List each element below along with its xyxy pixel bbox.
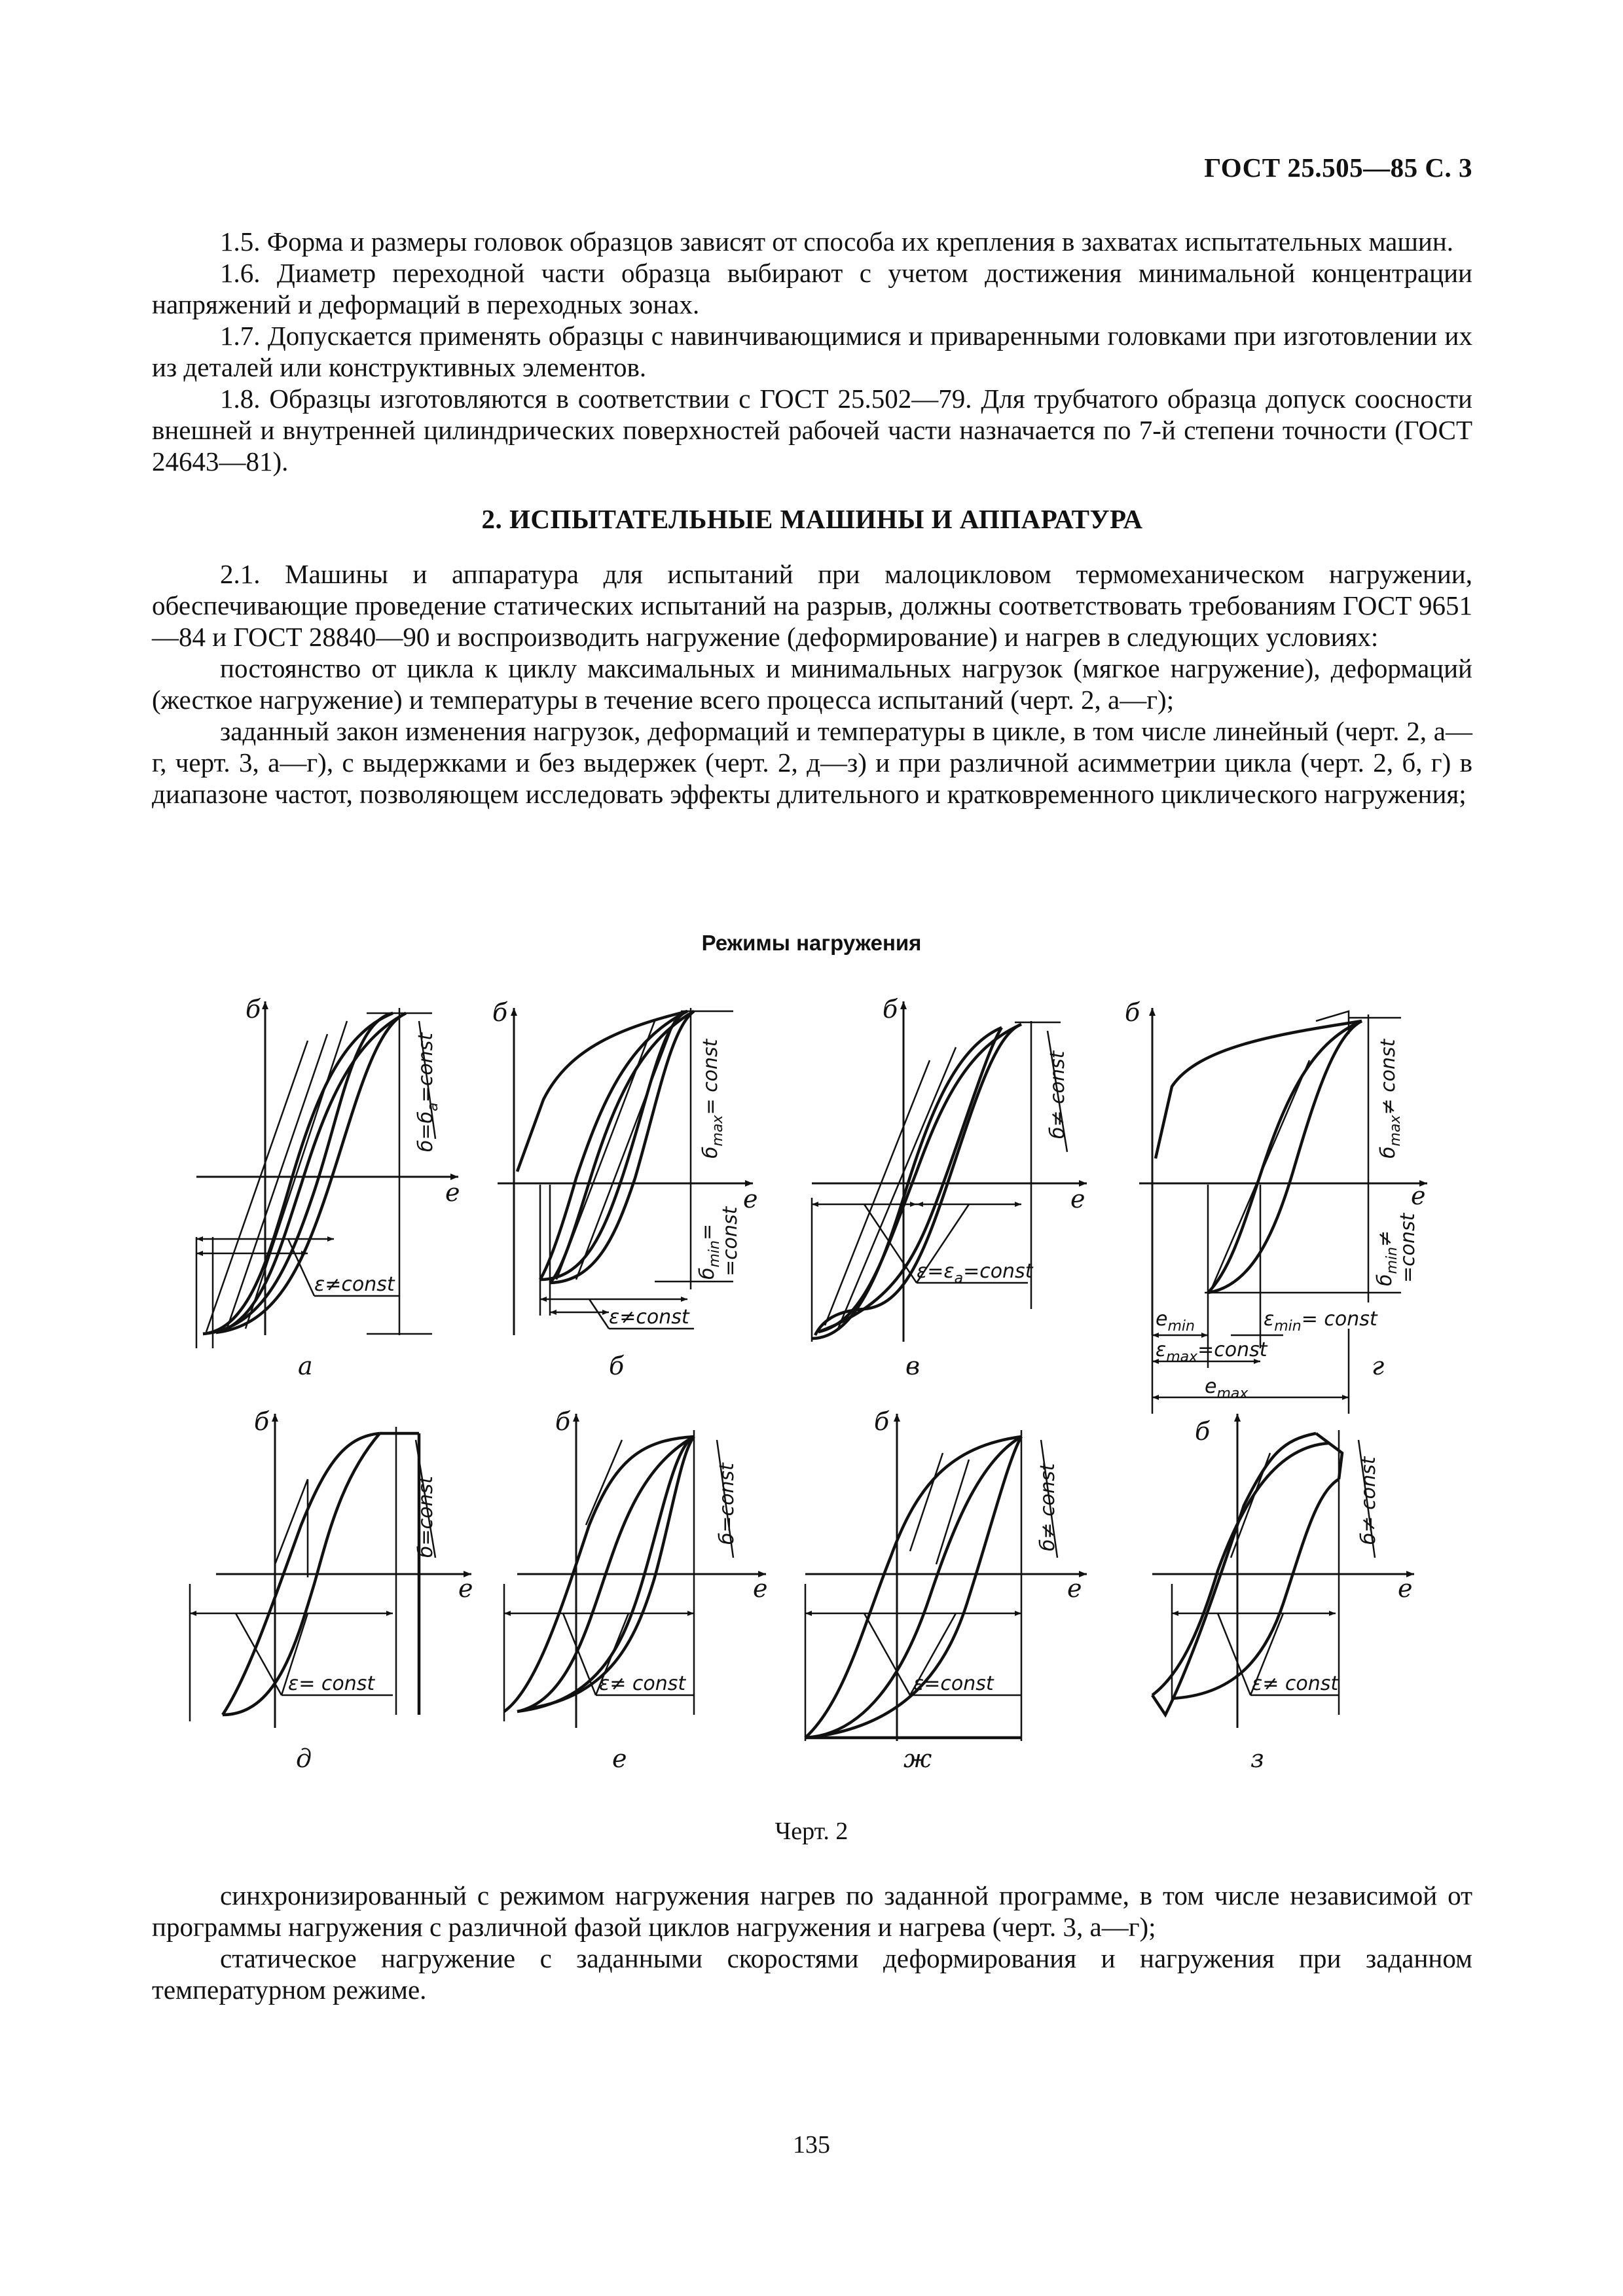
svg-text:бmax≠ const [1377, 1038, 1404, 1158]
sigma-axis-label: б [246, 995, 261, 1024]
stress-max-note-b: б [699, 1146, 722, 1158]
page-header: ГОСТ 25.505—85 С. 3 [1204, 152, 1472, 183]
diagram-zh [805, 1407, 1087, 1741]
e-max-const-label: ε [1156, 1338, 1167, 1361]
sigma-axis-label: б [883, 995, 898, 1024]
stress-note-a: б=б [414, 1111, 437, 1152]
page-number: 135 [793, 2131, 830, 2159]
panel-label-e: е [612, 1744, 627, 1773]
e-max-label-sub: max [1216, 1386, 1249, 1402]
paragraph-1-7: 1.7. Допускается применять образцы с навинчивающимися и приваренными головками при изготовлении их из деталей или конструктивных элементов. [152, 321, 1472, 382]
figure-caption: Черт. 2 [775, 1818, 848, 1845]
stress-max-note-g-tail: ≠ const [1377, 1039, 1400, 1115]
sigma-axis-label: б [1195, 1417, 1211, 1446]
stress-min-note-g: б [1374, 1274, 1396, 1286]
e-max-const-label-tail: =const [1197, 1338, 1267, 1361]
svg-text:ε=εa=const [917, 1260, 1034, 1287]
diagram-a [196, 995, 460, 1348]
sigma-axis-label: б [555, 1407, 571, 1436]
paragraph-constancy: постоянство от цикла к циклу максимальных и минимальных нагрузок (мягкое нагружение), деформаций (жесткое нагружение) и температуры в течение всего процесса испытаний (черт. 2, а—г); [152, 653, 1472, 715]
e-max-const-label-sub: max [1166, 1349, 1198, 1365]
panel-label-a: а [298, 1352, 313, 1380]
strain-note-e: ε≠ const [599, 1672, 686, 1695]
svg-text:бmax= const [699, 1038, 726, 1158]
stress-min-note-b-sub: min [706, 1240, 723, 1268]
stress-min-note-b-tail: =const [719, 1206, 742, 1276]
stress-note-e: б=const [716, 1463, 739, 1545]
strain-note-v: ε=ε [917, 1260, 955, 1283]
svg-text:б=ба=const [414, 1032, 441, 1152]
stress-note-a-sub: а [425, 1102, 441, 1111]
panel-label-d: д [296, 1744, 312, 1773]
panel-label-b: б [609, 1352, 625, 1380]
stress-min-note-g-ne: ≠ [1374, 1230, 1396, 1247]
paragraph-1-6: 1.6. Диаметр переходной части образца выбирают с учетом достижения минимальной концентрации напряжений и деформаций в переходных зонах. [152, 258, 1472, 319]
stress-note-a-tail: =const [414, 1032, 437, 1103]
e-axis-label: е [1411, 1181, 1426, 1210]
stress-min-note-b-eq: = [696, 1223, 719, 1240]
stress-min-note-g-sub: min [1384, 1246, 1400, 1274]
figure-title: Режимы нагружения [701, 931, 922, 955]
strain-note-a: ε≠const [314, 1273, 395, 1296]
sigma-axis-label: б [254, 1407, 270, 1436]
stress-min-note-b: б [696, 1267, 719, 1280]
e-min-const-label-sub: min [1274, 1318, 1302, 1335]
svg-text:εmax=const [1156, 1338, 1268, 1365]
strain-note-b: ε≠const [609, 1306, 689, 1329]
panel-label-g: г [1372, 1352, 1385, 1380]
paragraph-1-5: 1.5. Форма и размеры головок образцов зависят от способа их крепления в захватах испытательных машин. [220, 226, 1454, 257]
paragraph-law: заданный закон изменения нагрузок, деформаций и температуры в цикле, в том числе линейный (черт. 2, а—г, черт. 3, а—г), с выдержками и без выдержек (черт. 2, д—з) и при различной асимметрии цикла (черт. 2, б, г) в диапазоне частот, позволяющем исследовать эффекты длительного и кратковременного циклического нагружения; [152, 716, 1472, 809]
paragraph-1-8: 1.8. Образцы изготовляются в соответствии с ГОСТ 25.502—79. Для трубчатого образца допуск соосности внешней и внутренней цилиндрических поверхностей рабочей части назначается по 7-й степени точности (ГОСТ 24643—81). [152, 384, 1472, 476]
bottom-text [152, 1880, 1472, 2005]
diagram-d [190, 1407, 473, 1728]
svg-text:emin [1156, 1308, 1195, 1335]
e-axis-label: е [1070, 1185, 1085, 1213]
e-axis-label: е [1067, 1574, 1082, 1603]
stress-note-v: б≠ const [1046, 1050, 1069, 1139]
e-axis-label: е [743, 1185, 758, 1213]
e-axis-label: е [458, 1574, 473, 1603]
stress-min-note-g-tail: =const [1396, 1213, 1419, 1283]
e-min-const-label: ε [1264, 1308, 1275, 1331]
stress-note-d: б=const [414, 1476, 437, 1558]
paragraph-sync-heating: синхронизированный с режимом нагружения нагрев по заданной программе, в том числе независимой от программы нагружения с различной фазой циклов нагружения и нагрева (черт. 3, а—г); [152, 1880, 1472, 1942]
strain-note-v-sub: a [954, 1270, 964, 1287]
stress-max-note-b-sub: max [710, 1115, 726, 1147]
stress-max-note-b-tail: = const [699, 1039, 722, 1115]
paragraph-2-1: 2.1. Машины и аппаратура для испытаний при малоцикловом термомеханическом нагружении, обеспечивающие проведение статических испытаний на разрыв, должны соответствовать требованиям ГОСТ 9651—84 и ГОСТ 28840—90 и воспроизводить нагружение (деформирование) и нагрев в следующих условиях: [152, 559, 1472, 652]
section-heading: 2. ИСПЫТАТЕЛЬНЫЕ МАШИНЫ И АППАРАТУРА [481, 504, 1143, 534]
strain-note-z: ε≠ const [1252, 1672, 1339, 1695]
stress-max-note-g: б [1377, 1146, 1400, 1158]
sigma-axis-label: б [874, 1407, 890, 1436]
panel-label-zh: ж [903, 1744, 932, 1773]
strain-note-zh: ε=const [913, 1672, 994, 1695]
e-max-label: e [1205, 1375, 1217, 1398]
svg-text:εmin= const [1264, 1308, 1378, 1335]
stress-note-z: б≠ const [1357, 1456, 1380, 1545]
sigma-axis-label: б [492, 998, 508, 1027]
paragraph-static-loading: статическое нагружение с заданными скоростями деформирования и нагружения при заданном температурном режиме. [152, 1943, 1472, 2005]
e-axis-label: е [753, 1574, 768, 1603]
svg-text:emax [1205, 1375, 1249, 1402]
stress-max-note-g-sub: max [1387, 1115, 1404, 1147]
diagram-v [812, 995, 1087, 1342]
panel-label-z: з [1250, 1744, 1264, 1773]
diagram-e [504, 1407, 768, 1728]
sigma-axis-label: б [1125, 998, 1140, 1027]
stress-note-zh: б≠ const [1036, 1463, 1059, 1551]
e-axis-label: е [1398, 1574, 1413, 1603]
strain-note-v-tail: =const [963, 1260, 1033, 1283]
e-min-label: e [1156, 1308, 1168, 1331]
panel-label-v: в [905, 1352, 921, 1380]
diagram-b [492, 998, 758, 1335]
diagram-z [1152, 1414, 1414, 1728]
e-axis-label: е [445, 1178, 460, 1207]
e-min-const-label-tail: = const [1301, 1308, 1377, 1331]
strain-note-d: ε= const [288, 1672, 375, 1695]
e-min-label-sub: min [1167, 1318, 1195, 1335]
